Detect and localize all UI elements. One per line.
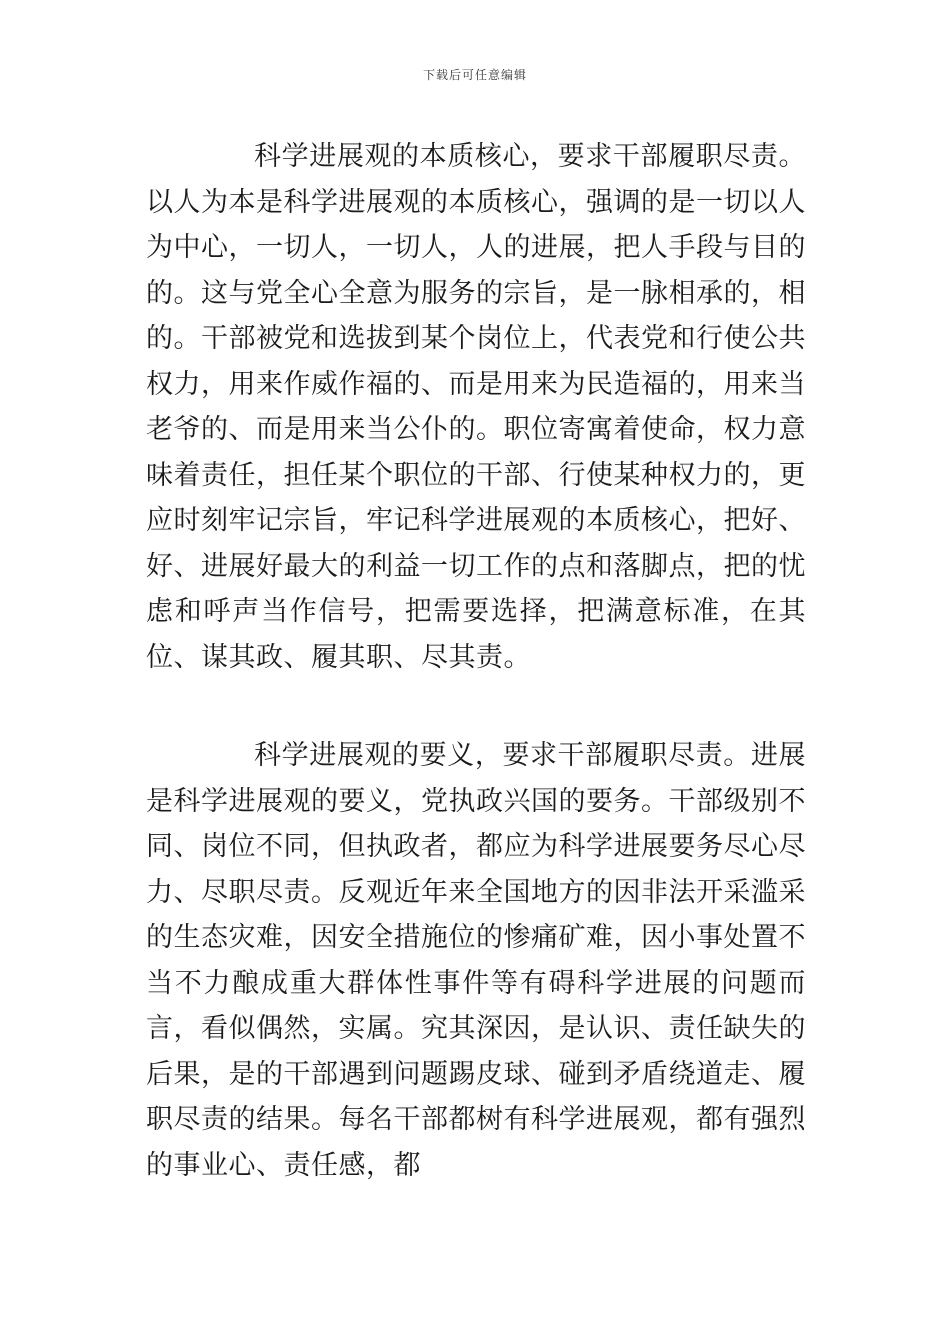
paragraph-development-priority: 科学进展观的要义，要求干部履职尽责。进展是科学进展观的要义，党执政兴国的要务。干部级别不同、岗位不同，但执政者，都应为科学进展要务尽心尽力、尽职尽责。反观近年来全国地方的因非法开采滥采的生态灾难，因安全措施位的惨痛矿难，因小事处置不当不力酿成重大群体性事件等有碍科学进展的问题而言，看似偶然，实属。究其深因，是认识、责任缺失的后果，是的干部遇到问题踢皮球、碰到矛盾绕道走、履职尽责的结果。每名干部都树有科学进展观，都有强烈的事业心、责任感，都	[146, 740, 806, 1181]
document-body	[146, 134, 806, 1188]
paragraph-core-essence: 科学进展观的本质核心，要求干部履职尽责。以人为本是科学进展观的本质核心，强调的是一切以人为中心，一切人，一切人，人的进展，把人手段与目的的。这与党全心全意为服务的宗旨，是一脉相承的，相的。干部被党和选拔到某个岗位上，代表党和行使公共权力，用来作威作福的、而是用来为民造福的，用来当老爷的、而是用来当公仆的。职位寄寓着使命，权力意味着责任，担任某个职位的干部、行使某种权力的，更应时刻牢记宗旨，牢记科学进展观的本质核心，把好、好、进展好最大的利益一切工作的点和落脚点，把的忧虑和呼声当作信号，把需要选择，把满意标准，在其位、谋其政、履其职、尽其责。	[146, 141, 806, 673]
page-header-note: 下载后可任意编辑	[422, 68, 527, 82]
